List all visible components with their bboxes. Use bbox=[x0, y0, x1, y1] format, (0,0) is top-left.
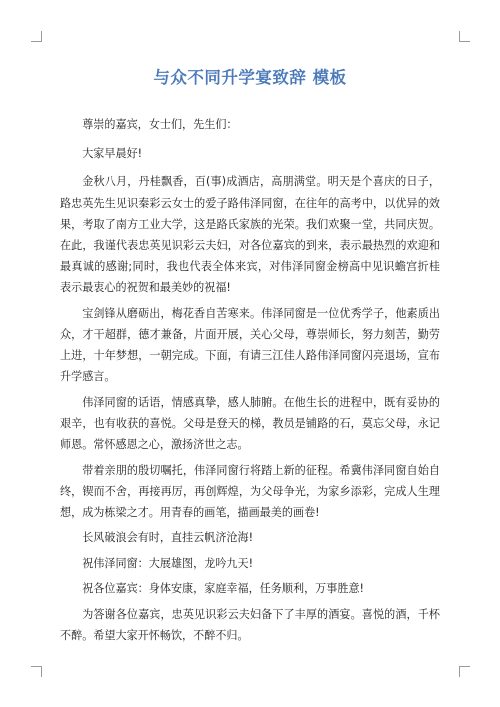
body-paragraph: 伟泽同窗的话语，情感真挚，感人肺腑。在他生长的进程中，既有妥协的艰辛，也有收获的喜悦。父母是登天的梯，教员是铺路的石，莫忘父母，永记师恩。常怀感恩之心，激扬济世之志。 bbox=[60, 395, 440, 452]
document-title: 与众不同升学宴致辞 模板 bbox=[153, 68, 347, 87]
greeting-paragraph: 大家早晨好! bbox=[82, 146, 143, 160]
salutation-paragraph: 尊崇的嘉宾，女士们，先生们： bbox=[82, 118, 238, 131]
page-corner-mark-top-right bbox=[459, 31, 470, 42]
body-paragraph: 长风破浪会有时，直挂云帆济沧海! bbox=[82, 531, 254, 545]
page-corner-mark-top-left bbox=[31, 31, 42, 42]
body-paragraph: 金秋八月，丹桂飘香，百(事)成酒店，高朋满堂。明天是个喜庆的日子，路忠英先生见识秦彩云女士的爱子路伟泽同窗，在往年的高考中，以优异的效果，考取了南方工业大学，这是路氏家族的光荣。我们欢聚一堂，共同庆贺。在此，我谨代表忠英见识彩云夫妇，对各位嘉宾的到来，表示最热烈的欢迎和最真诚的感谢;同时，我也代表全体来宾，对伟泽同窗金榜高中见识蟾宫折桂表示最衷心的祝贺和最美妙的祝福! bbox=[60, 175, 440, 295]
document-body bbox=[60, 114, 440, 650]
page-corner-mark-bottom-left bbox=[31, 666, 42, 677]
closing-paragraph: 为答谢各位嘉宾，忠英见识彩云夫妇备下了丰厚的酒宴。喜悦的酒，千杯不醉。希望大家开怀畅饮，不醉不归。 bbox=[60, 607, 440, 642]
body-paragraph: 祝伟泽同窗：大展雄图，龙吟九天! bbox=[82, 556, 254, 570]
body-paragraph: 祝各位嘉宾：身体安康，家庭幸福，任务顺利，万事胜意! bbox=[82, 582, 364, 596]
page-corner-mark-bottom-right bbox=[459, 666, 470, 677]
body-paragraph: 带着亲朋的殷切嘱托，伟泽同窗行将踏上新的征程。希冀伟泽同窗自始自终，锲而不舍，再接再厉，再创辉煌，为父母争光，为家乡添彩，完成人生理想，成为栋梁之才。用青春的画笔，描画最美的画卷! bbox=[60, 463, 440, 520]
body-paragraph: 宝剑锋从磨砺出，梅花香自苦寒来。伟泽同窗是一位优秀学子，他素质出众，才干超群，德才兼备，片面开展，关心父母，尊崇师长，努力刻苦，勤劳上进，十年梦想，一朝完成。下面，有请三江佳人路伟泽同窗闪亮退场，宣布升学感言。 bbox=[60, 306, 440, 384]
